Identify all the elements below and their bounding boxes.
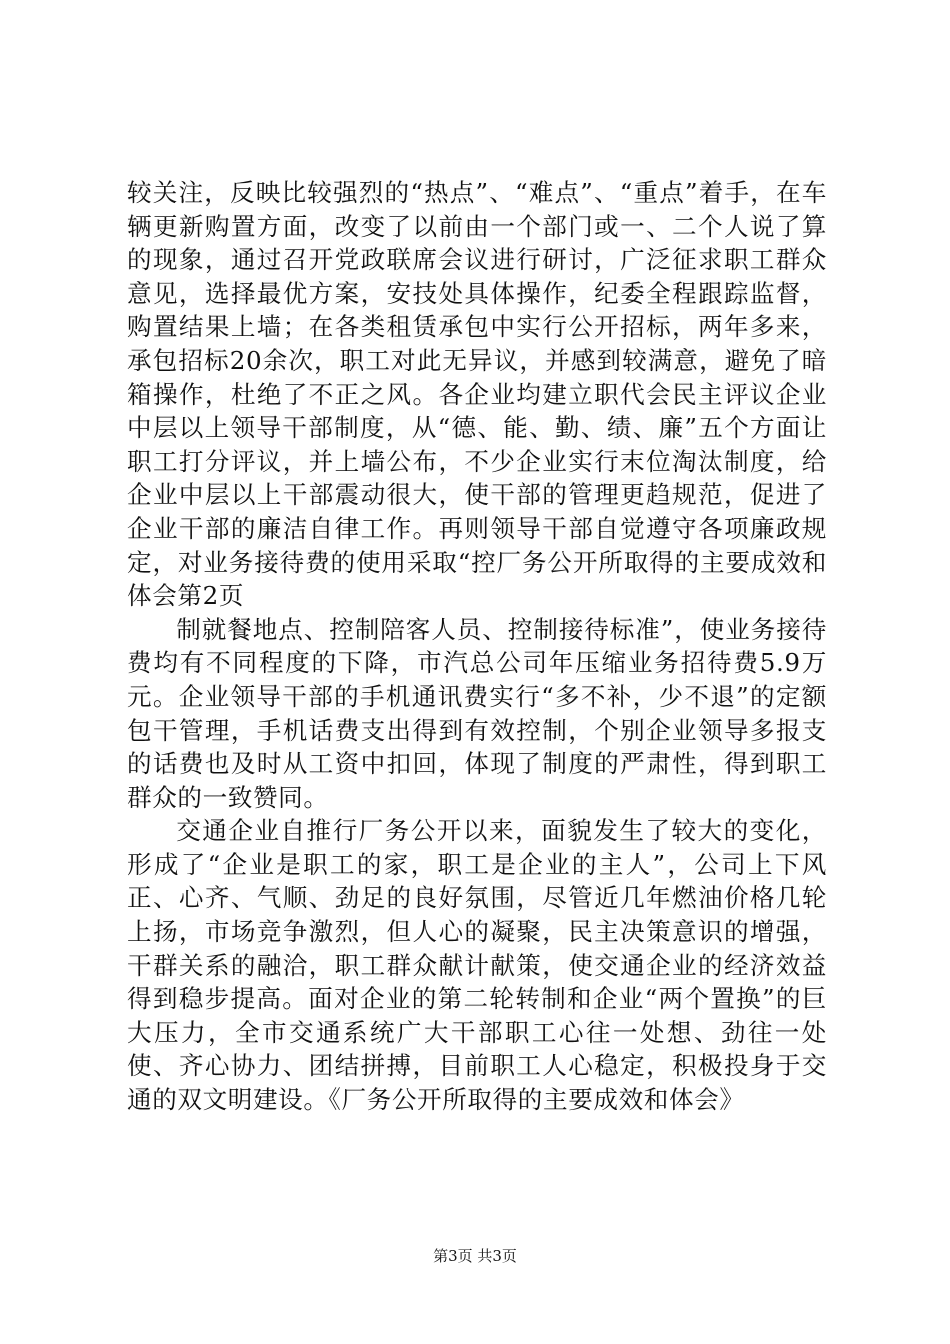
page-footer: 第3页 共3页 bbox=[433, 1247, 517, 1265]
document-body bbox=[127, 176, 827, 1117]
paragraph-2: 制就餐地点、控制陪客人员、控制接待标准”，使业务接待费均有不同程度的下降，市汽总公司年压缩业务招待费5.9万元。企业领导干部的手机通讯费实行“多不补，少不退”的定额包干管理，手机话费支出得到有效控制，个别企业领导多报支的话费也及时从工资中扣回，体现了制度的严肃性，得到职工群众的一致赞同。 bbox=[127, 614, 827, 812]
paragraph-3: 交通企业自推行厂务公开以来，面貌发生了较大的变化，形成了“企业是职工的家，职工是企业的主人”，公司上下风正、心齐、气顺、劲足的良好氛围，尽管近几年燃油价格几轮上扬，市场竞争激烈，但人心的凝聚，民主决策意识的增强，干群关系的融洽，职工群众献计献策，使交通企业的经济效益得到稳步提高。面对企业的第二轮转制和企业“两个置换”的巨大压力，全市交通系统广大干部职工心往一处想、劲往一处使、齐心协力、团结拼搏，目前职工人心稳定，积极投身于交通的双文明建设。《厂务公开所取得的主要成效和体会》 bbox=[127, 816, 827, 1115]
paragraph-1: 较关注，反映比较强烈的“热点”、“难点”、“重点”着手，在车辆更新购置方面，改变了以前由一个部门或一、二个人说了算的现象，通过召开党政联席会议进行研讨，广泛征求职工群众意见，选择最优方案，安技处具体操作，纪委全程跟踪监督，购置结果上墙；在各类租赁承包中实行公开招标，两年多来，承包招标20余次，职工对此无异议，并感到较满意，避免了暗箱操作，杜绝了不正之风。各企业均建立职代会民主评议企业中层以上领导干部制度，从“德、能、勤、绩、廉”五个方面让职工打分评议，并上墙公布，不少企业实行末位淘汰制度，给企业中层以上干部震动很大，使干部的管理更趋规范，促进了企业干部的廉洁自律工作。再则领导干部自觉遵守各项廉政规定，对业务接待费的使用采取“控厂务公开所取得的主要成效和体会第2页 bbox=[127, 178, 827, 611]
